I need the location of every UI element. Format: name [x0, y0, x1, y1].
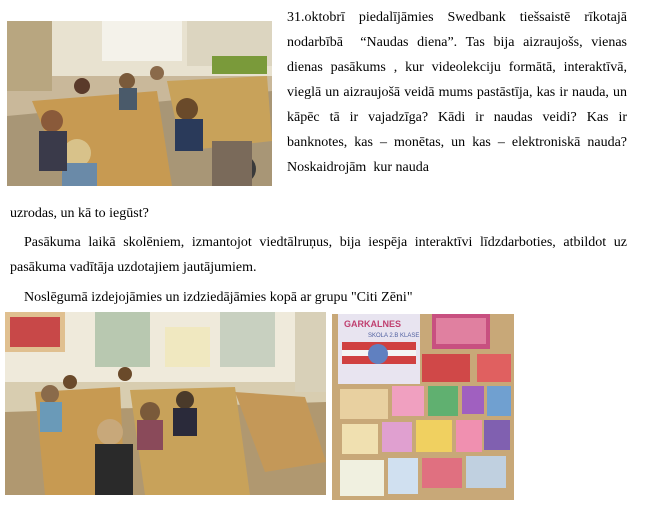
drawings-photo [332, 314, 514, 500]
classroom-photo-2 [5, 312, 326, 495]
classroom-photo-1 [7, 21, 272, 186]
poster-line-1: GARKALNES [344, 319, 402, 329]
article-paragraph-1-continuation: uzrodas, un kā to iegūst? [10, 206, 149, 221]
article-paragraph-2: Pasākuma laikā skolēniem, izmantojot viedtālruņus, bija iespēja interaktīvi līdzdarboties, atbildot uz pasākuma vadītāja uzdotajiem jautājumiem. [10, 235, 627, 275]
poster-line-2: SKOLA 2.B KLASE [368, 333, 420, 339]
article-paragraph-1: 31.oktobrī piedalījāmies Swedbank tiešsaistē rīkotajā nodarbībā “Naudas diena”. Tas bija aizraujošs, vienas dienas pasākums , kur videolekciju formātā, interaktīvā, vieglā un aizraujošā veidā mums pastāstīja, kas ir nauda, un kāpēc tā ir vajadzīga? Kādi ir naudas veidi? Kas ir banknotes, kas – monētas, un kas – elektroniskā nauda? Noskaidrojām kur nauda [287, 10, 627, 175]
article-paragraph-3: Noslēgumā izdejojāmies un izdziedājāmies kopā ar grupu "Citi Zēni" [24, 290, 413, 305]
